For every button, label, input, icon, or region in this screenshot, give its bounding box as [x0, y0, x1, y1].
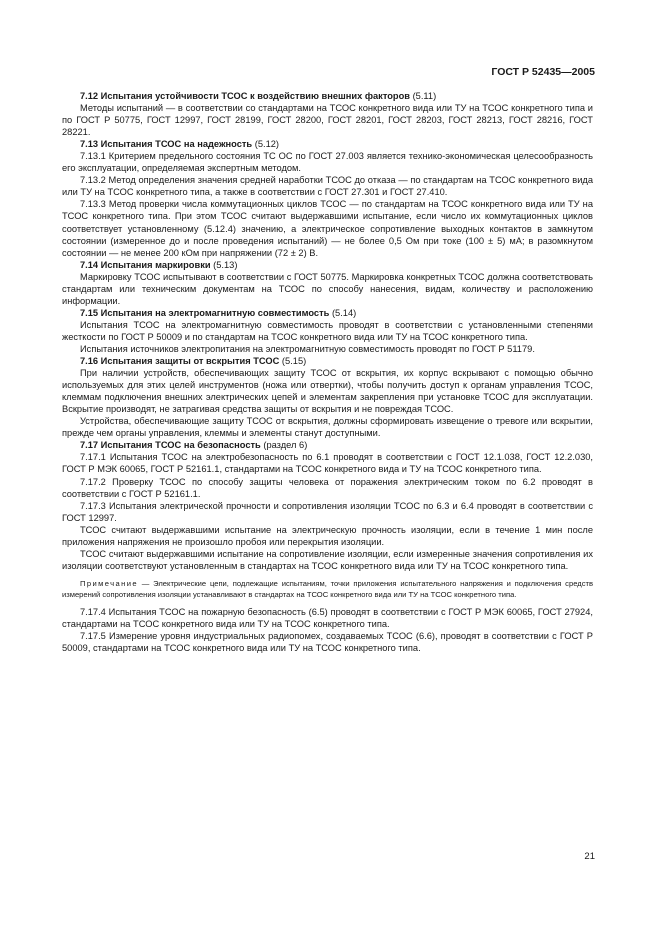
- section-7-15-heading: [62, 307, 593, 319]
- paragraph: 7.13.1 Критерием предельного состояния ТС ОС по ГОСТ 27.003 является технико-экономическая целесообразность его эксплуатации, определяемая экспертным методом.: [62, 151, 593, 174]
- paragraph: ТСОС считают выдержавшими испытание на сопротивление изоляции, если измеренные значения сопротивления их изоляции соответствуют установленным в стандартах на ТСОС конкретного вида или ТУ на ТСОС конкретного типа.: [62, 548, 593, 571]
- note-text: — Электрические цепи, подлежащие испытаниям, точки приложения испытательного напряжения и подключения средств измерений сопротивления изоляции устанавливают в стандартах на ТСОС конкретного вида или ТУ на ТСОС конкретного типа.: [62, 578, 593, 599]
- section-ref: (5.14): [329, 307, 357, 318]
- section-ref: (5.11): [410, 91, 437, 101]
- section-title: 7.16 Испытания защиты от вскрытия ТСОС: [80, 356, 280, 367]
- paragraph: При наличии устройств, обеспечивающих защиту ТСОС от вскрытия, их корпус вскрывают с помощью обычно используемых для этих целей инструментов (ножа или отвертки), чтобы получить доступ к органам управления ТСОС, клеммам подключения внешних электрических цепей и элементам закрепления при установке ТСОС для эксплуатации. Вскрытие производят, не затрагивая средства защиты от вскрытия и не повреждая ТСОС.: [62, 368, 593, 415]
- section-title: 7.17 Испытания ТСОС на безопасность: [80, 440, 261, 451]
- paragraph: Испытания источников электропитания на электромагнитную совместимость проводят по ГОСТ Р 51179.: [80, 343, 535, 354]
- paragraph: Испытания ТСОС на электромагнитную совместимость проводят в соответствии с установленными степенями жесткости по ГОСТ Р 50009 и по стандартам на ТСОС конкретного вида или ТУ на ТСОС конкретного типа.: [62, 319, 593, 342]
- section-7-14-heading: [62, 259, 593, 271]
- section-ref: (раздел 6): [260, 440, 308, 451]
- document-code-header: ГОСТ Р 52435—2005: [491, 66, 595, 78]
- paragraph: Методы испытаний — в соответствии со стандартами на ТСОС конкретного вида или ТУ на ТСОС конкретного типа и по ГОСТ Р 50775, ГОСТ 12997, ГОСТ 28199, ГОСТ 28200, ГОСТ 28201, ГОСТ 28203, ГОСТ 28213, ГОСТ 28216, ГОСТ 28221.: [62, 103, 593, 138]
- paragraph: Устройства, обеспечивающие защиту ТСОС от вскрытия, должны сформировать извещение о тревоге или вскрытии, прежде чем органы управления, клеммы и элементы станут доступными.: [62, 416, 593, 439]
- section-ref: (5.15): [279, 356, 307, 367]
- paragraph: ТСОС считают выдержавшими испытание на электрическую прочность изоляции, если в течение 1 мин после приложения напряжения не произошло пробоя или перекрытия изоляции.: [62, 524, 593, 547]
- paragraph: 7.17.3 Испытания электрической прочности и сопротивления изоляции ТСОС по 6.3 и 6.4 проводят в соответствии с ГОСТ 12997.: [62, 500, 593, 523]
- paragraph: 7.17.1 Испытания ТСОС на электробезопасность по 6.1 проводят в соответствии с ГОСТ 12.1.038, ГОСТ 12.2.030, ГОСТ Р МЭК 60065, ГОСТ Р 52161.1, стандартами на ТСОС конкретного вида и ТУ на ТСОС конкретного типа.: [62, 452, 593, 475]
- note-label: Примечание: [80, 578, 138, 588]
- section-title: 7.13 Испытания ТСОС на надежность: [80, 139, 253, 150]
- document-body: [62, 90, 593, 654]
- paragraph: Маркировку ТСОС испытывают в соответствии с ГОСТ 50775. Маркировка конкретных ТСОС должна соответствовать стандартам или техническим документам на ТСОС по способу нанесения, видам, количеству и расположению информации.: [62, 271, 593, 306]
- paragraph: 7.13.3 Метод проверки числа коммутационных циклов ТСОС — по стандартам на ТСОС конкретного вида или ТУ на ТСОС конкретного типа. При этом ТСОС считают выдержавшими испытание, если число их коммутационных циклов соответствует установленному (5.12.4) значению, а электрическое сопротивление выходных контактов в замкнутом состоянии (измеренное до и после проведения испытаний) — не более 0,5 Ом при токе (100 ± 5) мА; в разомкнутом состоянии — не менее 200 кОм при напряжении (72 ± 2) В.: [62, 199, 593, 258]
- paragraph: 7.17.4 Испытания ТСОС на пожарную безопасность (6.5) проводят в соответствии с ГОСТ Р МЭК 60065, ГОСТ 27924, стандартами на ТСОС конкретного вида или ТУ на ТСОС конкретного типа.: [62, 606, 593, 629]
- note: [62, 578, 593, 600]
- page-number: 21: [584, 851, 595, 862]
- paragraph: 7.17.5 Измерение уровня индустриальных радиопомех, создаваемых ТСОС (6.6), проводят в соответствии с ГОСТ Р 50009, стандартами на ТСОС конкретного вида или ТУ на ТСОС конкретного типа.: [62, 630, 593, 654]
- paragraph: 7.17.2 Проверку ТСОС по способу защиты человека от поражения электрическим током по 6.2 проводят в соответствии с ГОСТ Р 52161.1.: [62, 476, 593, 499]
- paragraph: 7.13.2 Метод определения значения средней наработки ТСОС до отказа — по стандартам на ТСОС конкретного вида или ТУ на ТСОС конкретного типа, а также в соответствии с ГОСТ 27.301 и ГОСТ 27.410.: [62, 175, 593, 198]
- section-7-12-heading: [62, 90, 593, 102]
- section-7-13-heading: [62, 138, 593, 150]
- section-7-16-heading: [62, 355, 593, 367]
- section-title: 7.14 Испытания маркировки: [80, 259, 211, 270]
- section-ref: (5.13): [210, 259, 238, 270]
- section-title: 7.12 Испытания устойчивости ТСОС к воздействию внешних факторов: [80, 91, 410, 101]
- section-ref: (5.12): [252, 139, 280, 150]
- section-7-17-heading: [62, 439, 593, 451]
- section-title: 7.15 Испытания на электромагнитную совместимость: [80, 307, 330, 318]
